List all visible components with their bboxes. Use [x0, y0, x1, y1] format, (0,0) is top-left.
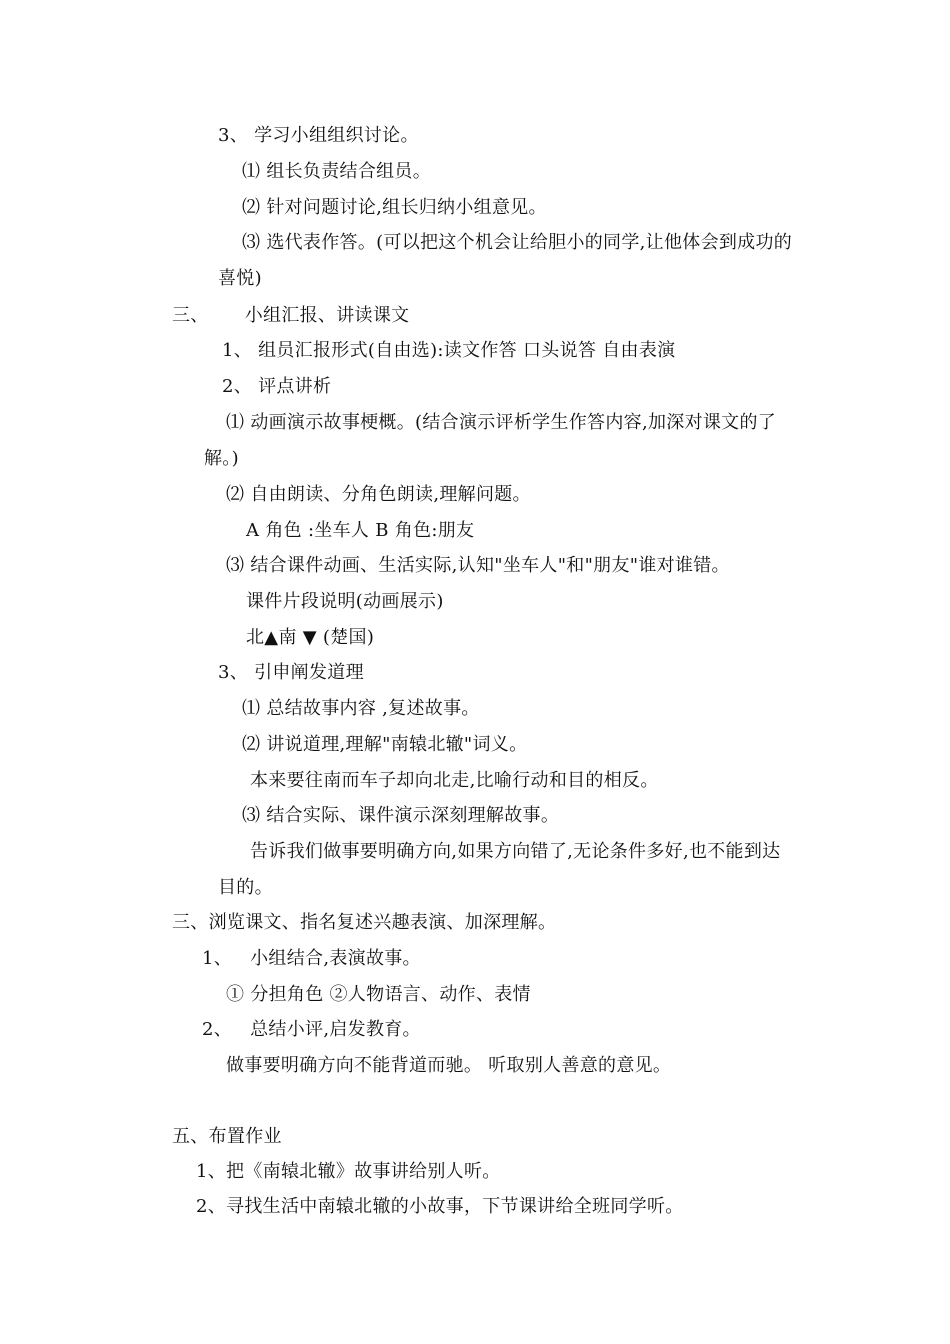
section-heading: 五、布置作业 [172, 1126, 282, 1147]
text-line: ⑴ 组长负责结合组员。 [242, 161, 432, 182]
text-line: 3、 学习小组组织讨论。 [218, 125, 419, 146]
text-line: ⑶ 结合课件动画、生活实际,认知"坐车人"和"朋友"谁对谁错。 [226, 555, 730, 576]
text-line: 3、 引申阐发道理 [218, 662, 364, 683]
text-line: 1、 小组结合,表演故事。 [202, 948, 421, 969]
text-line: 解。) [204, 448, 239, 469]
text-line: 喜悦) [218, 268, 262, 289]
text-line: ⑴ 动画演示故事梗概。(结合演示评析学生作答内容,加深对课文的了 [226, 412, 777, 433]
text-line: ⑵ 自由朗读、分角色朗读,理解问题。 [226, 484, 531, 505]
text-line: ⑶ 结合实际、课件演示深刻理解故事。 [242, 805, 560, 826]
text-line: 1、把《南辕北辙》故事讲给别人听。 [196, 1161, 501, 1182]
text-line: 2、 总结小评,启发教育。 [202, 1019, 421, 1040]
text-line: 1、 组员汇报形式(自由选):读文作答 口头说答 自由表演 [222, 340, 676, 361]
text-line: ⑵ 讲说道理,理解"南辕北辙"词义。 [242, 734, 528, 755]
text-line: ① 分担角色 ②人物语言、动作、表情 [226, 984, 531, 1005]
text-line: ⑴ 总结故事内容 ,复述故事。 [242, 698, 480, 719]
section-heading: 三、浏览课文、指名复述兴趣表演、加深理解。 [172, 912, 557, 933]
text-line: 北▲南 ▼ (楚国) [246, 627, 375, 648]
text-line: 2、 评点讲析 [222, 376, 332, 397]
text-line: A 角色 :坐车人 B 角色:朋友 [246, 520, 475, 541]
text-line: 课件片段说明(动画展示) [246, 591, 444, 612]
text-line: 2、寻找生活中南辕北辙的小故事，下节课讲给全班同学听。 [196, 1196, 684, 1217]
text-line: ⑵ 针对问题讨论,组长归纳小组意见。 [242, 197, 547, 218]
text-line: 本来要往南而车子却向北走,比喻行动和目的相反。 [250, 770, 659, 791]
text-line: 告诉我们做事要明确方向,如果方向错了,无论条件多好,也不能到达 [250, 841, 781, 862]
text-line: ⑶ 选代表作答。(可以把这个机会让给胆小的同学,让他体会到成功的 [242, 232, 793, 253]
text-line: 做事要明确方向不能背道而驰。 听取别人善意的意见。 [226, 1055, 672, 1076]
text-line: 目的。 [218, 877, 273, 898]
section-heading: 三、 小组汇报、讲读课文 [172, 305, 410, 326]
